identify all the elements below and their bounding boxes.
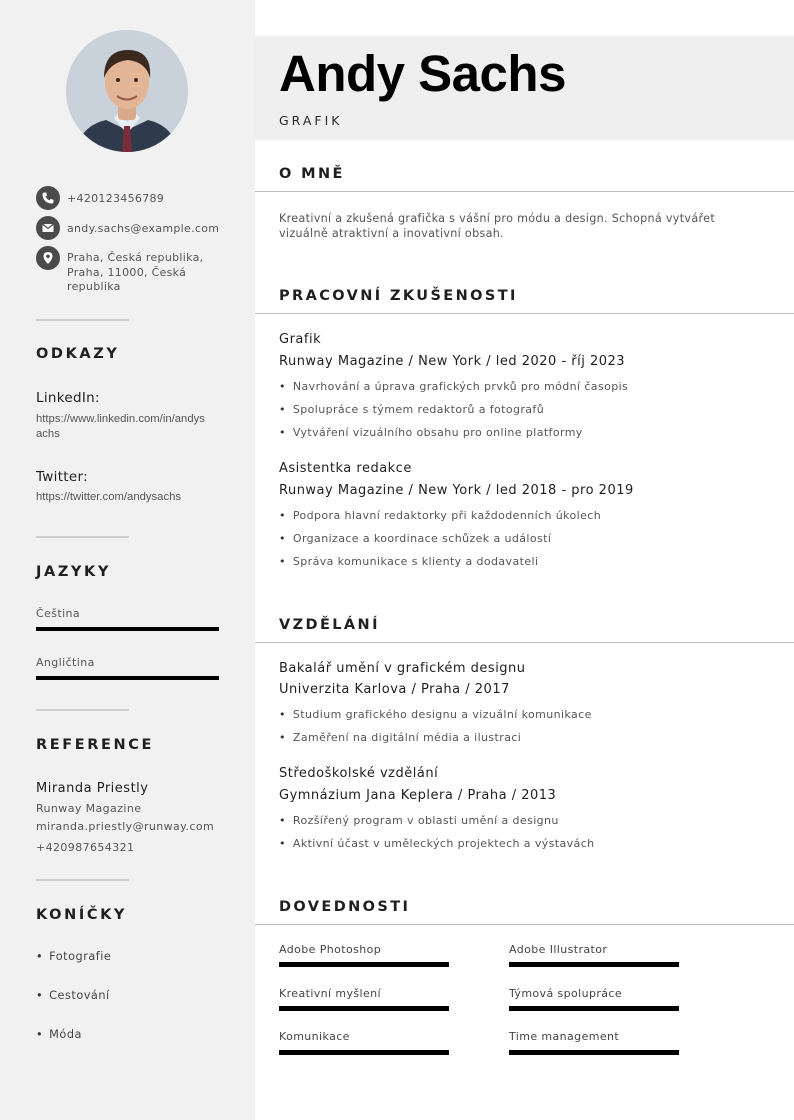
skill-level-fill (509, 962, 679, 967)
linkedin-link[interactable] (36, 412, 222, 442)
about-text (279, 211, 749, 241)
reference-email[interactable]: miranda.priestly@runway.com (36, 820, 215, 833)
skill-name: Kreativní myšlení (279, 987, 382, 1000)
language-level-bar (36, 676, 219, 680)
about-line: vizuálně atraktivní a inovativní obsah. (279, 227, 505, 240)
reference-name: Miranda Priestly (36, 781, 149, 796)
email-text: andy.sachs@example.com (67, 222, 220, 235)
hobbies-heading: KONÍČKY (36, 907, 128, 923)
job-detail: Runway Magazine / New York / led 2020 - říj 2023 (279, 354, 626, 369)
hobby-item: • Móda (36, 1028, 82, 1041)
job-detail: Runway Magazine / New York / led 2018 - pro 2019 (279, 483, 634, 498)
mail-icon (36, 216, 60, 240)
skill-level-fill (279, 962, 449, 967)
job-bullet: • Spolupráce s týmem redaktorů a fotografů (279, 403, 544, 416)
address-line: Praha, Česká republika, (67, 251, 204, 264)
hobby-item: • Fotografie (36, 950, 111, 963)
twitter-label: Twitter: (36, 469, 88, 485)
skill-level-fill (509, 1050, 679, 1055)
education-title: Středoškolské vzdělání (279, 766, 439, 781)
skill-level-fill (279, 1006, 449, 1011)
section-divider (255, 642, 794, 643)
skill-level-bar (279, 962, 449, 967)
twitter-link[interactable] (36, 490, 222, 505)
about-line: Kreativní a zkušená grafička s vášní pro módu a design. Schopná vytvářet (279, 212, 716, 225)
sidebar-divider (36, 709, 129, 711)
education-title: Bakalář umění v grafickém designu (279, 661, 526, 676)
section-divider (255, 191, 794, 192)
experience-heading: PRACOVNÍ ZKUŠENOSTI (279, 288, 518, 304)
education-bullet: • Rozšířený program v oblasti umění a designu (279, 814, 559, 827)
language-name: Angličtina (36, 656, 95, 669)
skills-heading: DOVEDNOSTI (279, 899, 411, 915)
language-name: Čeština (36, 607, 81, 620)
about-heading: O MNĚ (279, 166, 345, 182)
education-bullet: • Studium grafického designu a vizuální komunikace (279, 708, 592, 721)
links-heading: ODKAZY (36, 346, 120, 362)
location-pin-icon (36, 246, 60, 270)
phone-icon (36, 186, 60, 210)
languages-heading: JAZYKY (36, 564, 111, 580)
job-bullet: • Organizace a koordinace schůzek a událostí (279, 532, 551, 545)
skill-level-fill (509, 1006, 679, 1011)
person-name: Andy Sachs (279, 45, 566, 102)
linkedin-url-line[interactable]: achs (36, 428, 60, 440)
job-bullet: • Navrhování a úprava grafických prvků pro módní časopis (279, 380, 628, 393)
section-divider (255, 924, 794, 925)
skill-level-bar (509, 1006, 679, 1011)
address-line: Praha, 11000, Česká (67, 265, 187, 279)
skill-level-bar (509, 1050, 679, 1055)
education-bullet: • Zaměření na digitální média a ilustraci (279, 731, 521, 744)
linkedin-url-line[interactable]: https://www.linkedin.com/in/andys (36, 413, 205, 425)
sidebar-divider (36, 319, 129, 321)
job-bullet: • Správa komunikace s klienty a dodavateli (279, 555, 538, 568)
education-detail: Univerzita Karlova / Praha / 2017 (279, 682, 510, 697)
education-heading: VZDĚLÁNÍ (279, 617, 380, 633)
job-bullet: • Vytváření vizuálního obsahu pro online platformy (279, 426, 583, 439)
address-text (67, 251, 203, 295)
skill-level-bar (279, 1006, 449, 1011)
sidebar-divider (36, 536, 129, 538)
skill-level-bar (279, 1050, 449, 1055)
skill-name: Týmová spolupráce (509, 987, 623, 1000)
education-detail: Gymnázium Jana Keplera / Praha / 2013 (279, 788, 557, 803)
skill-level-bar (509, 962, 679, 967)
reference-heading: REFERENCE (36, 737, 155, 753)
job-title: Grafik (279, 332, 322, 347)
sidebar-divider (36, 879, 129, 881)
person-role: GRAFIK (279, 113, 343, 128)
education-bullet: • Aktivní účast v uměleckých projektech a výstavách (279, 837, 595, 850)
reference-phone: +420987654321 (36, 841, 135, 854)
linkedin-label: LinkedIn: (36, 390, 100, 406)
contact-email (36, 216, 219, 240)
phone-text: +420123456789 (67, 192, 165, 205)
profile-photo (66, 30, 188, 152)
reference-company: Runway Magazine (36, 802, 142, 815)
twitter-url[interactable]: https://twitter.com/andysachs (36, 491, 182, 503)
job-bullet: • Podpora hlavní redaktorky při každodenních úkolech (279, 509, 601, 522)
language-level-bar (36, 627, 219, 631)
contact-address (36, 246, 203, 295)
contact-phone (36, 186, 164, 210)
avatar (66, 30, 188, 152)
hobby-item: • Cestování (36, 989, 110, 1002)
section-divider (255, 313, 794, 314)
skill-name: Adobe Photoshop (279, 943, 382, 956)
address-line: republika (67, 280, 121, 293)
skill-name: Komunikace (279, 1030, 350, 1043)
skill-level-fill (279, 1050, 449, 1055)
skill-name: Time management (509, 1030, 620, 1043)
job-title: Asistentka redakce (279, 461, 412, 476)
skill-name: Adobe Illustrator (509, 943, 608, 956)
